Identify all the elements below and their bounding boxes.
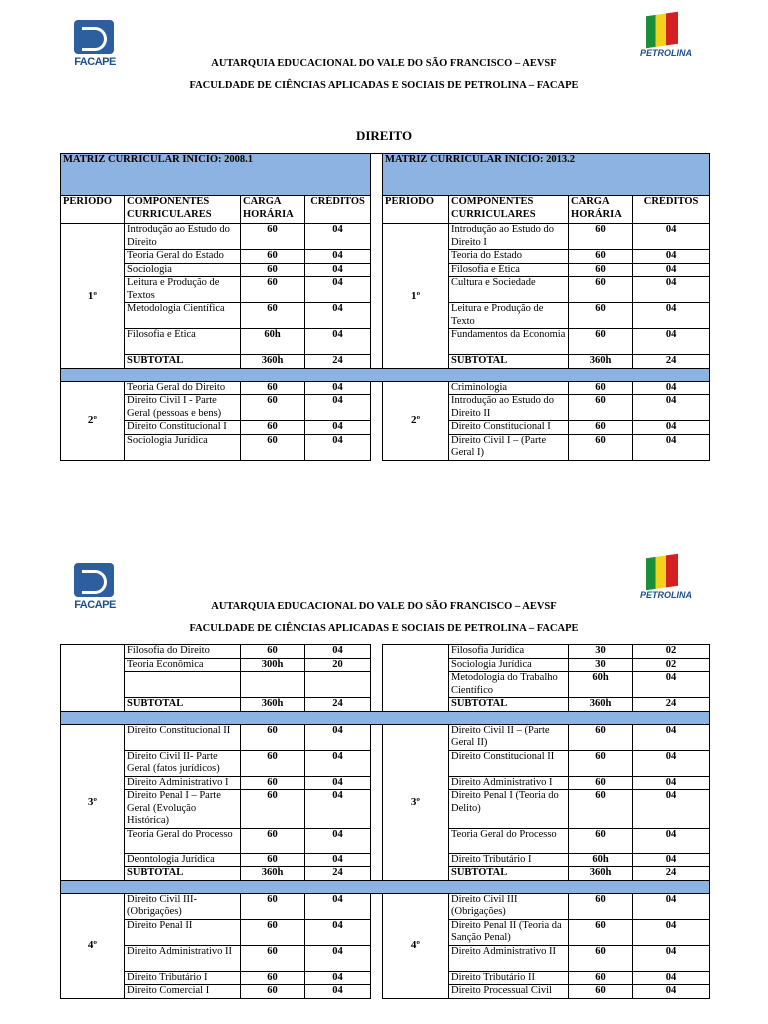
credits-value-right: 04 (633, 434, 710, 460)
credits-value: 04 (305, 224, 371, 250)
component-name (125, 672, 241, 698)
subtotal-credits-right: 24 (633, 355, 710, 369)
component-name: Direito Comercial I (125, 985, 241, 999)
subtotal-workload-right: 360h (569, 355, 633, 369)
period-label-right (383, 645, 449, 712)
workload-value: 60 (241, 303, 305, 329)
workload-value: 60 (241, 945, 305, 971)
credits-value-right: 02 (633, 645, 710, 659)
component-name-right: Filosofia Jurídica (449, 645, 569, 659)
workload-value: 60 (241, 277, 305, 303)
credits-value-right: 04 (633, 776, 710, 790)
period-separator (61, 368, 710, 381)
component-name: Direito Tributário I (125, 971, 241, 985)
credits-value (305, 672, 371, 698)
table-row (61, 381, 710, 395)
credits-value-right: 04 (633, 381, 710, 395)
facape-logo-text: FACAPE (74, 56, 116, 68)
facape-logo-text: FACAPE (74, 599, 116, 611)
component-name: Sociologia (125, 263, 241, 277)
component-name-right: Introdução ao Estudo do Direito II (449, 395, 569, 421)
component-name: Direito Civil I - Parte Geral (pessoas e bens) (125, 395, 241, 421)
component-name-right: Direito Penal I (Teoria do Delito) (449, 790, 569, 829)
component-name: Teoria Geral do Estado (125, 250, 241, 264)
credits-value-right: 04 (633, 790, 710, 829)
workload-value: 60 (241, 250, 305, 264)
credits-value-right: 02 (633, 658, 710, 672)
workload-value: 60 (241, 971, 305, 985)
left-matrix-title: MATRIZ CURRICULAR INICIO: 2008.1 (61, 154, 371, 196)
credits-value: 04 (305, 329, 371, 355)
table-row (61, 724, 710, 750)
component-name-right: Direito Tributário I (449, 853, 569, 867)
workload-value-right: 60 (569, 250, 633, 264)
credits-value-right: 04 (633, 853, 710, 867)
credits-value: 04 (305, 434, 371, 460)
page-title: DIREITO (355, 128, 413, 143)
component-name-right: Direito Constitucional I (449, 421, 569, 435)
col-cred-r: CRÉDITOS (633, 196, 710, 224)
credits-value: 04 (305, 250, 371, 264)
period-label-right: 3º (383, 724, 449, 880)
subtotal-label: SUBTOTAL (125, 867, 241, 881)
subtotal-label-right: SUBTOTAL (449, 355, 569, 369)
workload-value-right: 60 (569, 776, 633, 790)
credits-value-right: 04 (633, 277, 710, 303)
component-name-right: Direito Processual Civil (449, 985, 569, 999)
credits-value: 04 (305, 421, 371, 435)
workload-value-right: 60 (569, 919, 633, 945)
credits-value: 04 (305, 790, 371, 829)
component-name: Direito Civil III- (Obrigações) (125, 893, 241, 919)
workload-value: 60 (241, 724, 305, 750)
workload-value: 60 (241, 776, 305, 790)
component-name-right: Criminologia (449, 381, 569, 395)
credits-value-right: 04 (633, 250, 710, 264)
component-name: Metodologia Científica (125, 303, 241, 329)
subtotal-credits: 24 (305, 355, 371, 369)
workload-value-right: 60 (569, 303, 633, 329)
subtotal-workload: 360h (241, 355, 305, 369)
component-name-right: Direito Penal II (Teoria da Sanção Penal) (449, 919, 569, 945)
workload-value-right: 60 (569, 277, 633, 303)
subtotal-credits-right: 24 (633, 698, 710, 712)
workload-value: 60 (241, 750, 305, 776)
period-label: 2º (61, 381, 125, 460)
workload-value: 60 (241, 263, 305, 277)
workload-value-right: 60h (569, 672, 633, 698)
component-name-right: Direito Civil I – (Parte Geral I) (449, 434, 569, 460)
credits-value-right: 04 (633, 421, 710, 435)
component-name: Teoria Geral do Processo (125, 828, 241, 853)
subtotal-workload: 360h (241, 698, 305, 712)
column-gap (371, 645, 383, 712)
column-gap (371, 724, 383, 880)
component-name: Direito Penal II (125, 919, 241, 945)
credits-value: 04 (305, 750, 371, 776)
period-2-rows (61, 381, 710, 460)
col-comp-r: COMPONENTES CURRICULARES (449, 196, 569, 224)
component-name: Leitura e Produção de Textos (125, 277, 241, 303)
right-matrix-title: MATRIZ CURRICULAR INICIO: 2013.2 (383, 154, 710, 196)
component-name-right: Direito Civil III (Obrigações) (449, 893, 569, 919)
component-name-right: Fundamentos da Economia (449, 329, 569, 355)
credits-value-right: 04 (633, 945, 710, 971)
component-name-right: Direito Administrativo I (449, 776, 569, 790)
credits-value-right: 04 (633, 303, 710, 329)
curriculum-table-page1 (60, 153, 710, 461)
credits-value: 04 (305, 776, 371, 790)
credits-value: 04 (305, 828, 371, 853)
component-name: Direito Constitucional I (125, 421, 241, 435)
workload-value-right: 60 (569, 263, 633, 277)
period-1-rows (61, 224, 710, 369)
credits-value-right: 04 (633, 672, 710, 698)
credits-value-right: 04 (633, 724, 710, 750)
workload-value: 60 (241, 893, 305, 919)
subtotal-label: SUBTOTAL (125, 698, 241, 712)
petrolina-flag-icon (646, 12, 678, 48)
credits-value-right: 04 (633, 985, 710, 999)
period-label-right: 4º (383, 893, 449, 998)
period-label (61, 645, 125, 712)
petrolina-flag-icon (646, 554, 678, 590)
credits-value: 04 (305, 277, 371, 303)
component-name: Teoria Econômica (125, 658, 241, 672)
petrolina-logo (640, 14, 693, 64)
workload-value-right: 60h (569, 853, 633, 867)
component-name-right: Direito Civil II – (Parte Geral II) (449, 724, 569, 750)
component-name-right: Direito Constitucional II (449, 750, 569, 776)
component-name-right: Filosofia e Ética (449, 263, 569, 277)
component-name-right: Direito Administrativo II (449, 945, 569, 971)
subtotal-label-right: SUBTOTAL (449, 698, 569, 712)
subtotal-workload-right: 360h (569, 867, 633, 881)
workload-value: 60h (241, 329, 305, 355)
col-comp: COMPONENTES CURRICULARES (125, 196, 241, 224)
workload-value: 60 (241, 395, 305, 421)
col-carga: CARGA HORÁRIA (241, 196, 305, 224)
period-label: 3º (61, 724, 125, 880)
component-name: Direito Constitucional II (125, 724, 241, 750)
subtotal-workload-right: 360h (569, 698, 633, 712)
workload-value-right: 60 (569, 224, 633, 250)
workload-value: 60 (241, 919, 305, 945)
period-4-rows (61, 893, 710, 998)
workload-value: 300h (241, 658, 305, 672)
credits-value: 20 (305, 658, 371, 672)
period-label: 1º (61, 224, 125, 369)
col-cred: CRÉDITOS (305, 196, 371, 224)
credits-value: 04 (305, 853, 371, 867)
period-3-rows (61, 724, 710, 880)
credits-value: 04 (305, 263, 371, 277)
table-row (61, 224, 710, 250)
workload-value-right: 60 (569, 381, 633, 395)
component-name-right: Sociologia Jurídica (449, 658, 569, 672)
header-line1: AUTARQUIA EDUCACIONAL DO VALE DO SÃO FRANCISCO – AEVSF (211, 58, 557, 69)
workload-value-right: 60 (569, 971, 633, 985)
continued-rows (61, 645, 710, 712)
component-name-right: Teoria do Estado (449, 250, 569, 264)
credits-value-right: 04 (633, 971, 710, 985)
component-name-right: Cultura e Sociedade (449, 277, 569, 303)
header-line2-p2: FACULDADE DE CIÊNCIAS APLICADAS E SOCIAIS DE PETROLINA – FACAPE (189, 623, 579, 634)
credits-value: 04 (305, 724, 371, 750)
table-row (61, 645, 710, 659)
component-name: Direito Penal I – Parte Geral (Evolução Histórica) (125, 790, 241, 829)
component-name: Filosofia do Direito (125, 645, 241, 659)
workload-value-right: 60 (569, 790, 633, 829)
credits-value-right: 04 (633, 263, 710, 277)
table-row (61, 893, 710, 919)
facape-mark-icon (74, 20, 114, 54)
subtotal-label: SUBTOTAL (125, 355, 241, 369)
workload-value: 60 (241, 224, 305, 250)
col-periodo: PERÍODO (61, 196, 125, 224)
component-name: Sociologia Jurídica (125, 434, 241, 460)
period-label-right: 1º (383, 224, 449, 369)
workload-value: 60 (241, 645, 305, 659)
subtotal-workload: 360h (241, 867, 305, 881)
period-separator (61, 711, 710, 724)
workload-value-right: 60 (569, 329, 633, 355)
credits-value: 04 (305, 919, 371, 945)
curriculum-table-page2 (60, 644, 710, 999)
component-name: Direito Civil II- Parte Geral (fatos jurídicos) (125, 750, 241, 776)
header-line2: FACULDADE DE CIÊNCIAS APLICADAS E SOCIAIS DE PETROLINA – FACAPE (189, 80, 579, 91)
workload-value: 60 (241, 790, 305, 829)
credits-value-right: 04 (633, 893, 710, 919)
workload-value: 60 (241, 828, 305, 853)
col-periodo-r: PERÍODO (383, 196, 449, 224)
credits-value-right: 04 (633, 224, 710, 250)
workload-value: 60 (241, 985, 305, 999)
workload-value-right: 60 (569, 724, 633, 750)
workload-value-right: 60 (569, 434, 633, 460)
workload-value-right: 60 (569, 985, 633, 999)
credits-value: 04 (305, 645, 371, 659)
credits-value: 04 (305, 971, 371, 985)
workload-value-right: 60 (569, 893, 633, 919)
workload-value: 60 (241, 421, 305, 435)
column-gap (371, 381, 383, 460)
credits-value: 04 (305, 395, 371, 421)
subtotal-label-right: SUBTOTAL (449, 867, 569, 881)
credits-value: 04 (305, 945, 371, 971)
component-name-right: Direito Tributário II (449, 971, 569, 985)
facape-mark-icon (74, 563, 114, 597)
component-name: Direito Administrativo I (125, 776, 241, 790)
workload-value-right: 60 (569, 395, 633, 421)
credits-value-right: 04 (633, 828, 710, 853)
column-gap (371, 224, 383, 369)
subtotal-credits: 24 (305, 867, 371, 881)
component-name: Direito Administrativo II (125, 945, 241, 971)
credits-value-right: 04 (633, 919, 710, 945)
column-gap (371, 893, 383, 998)
credits-value-right: 04 (633, 329, 710, 355)
col-carga-r: CARGA HORÁRIA (569, 196, 633, 224)
period-label: 4º (61, 893, 125, 998)
workload-value: 60 (241, 853, 305, 867)
component-name-right: Teoria Geral do Processo (449, 828, 569, 853)
petrolina-logo-2 (640, 556, 693, 606)
period-label-right: 2º (383, 381, 449, 460)
workload-value-right: 30 (569, 645, 633, 659)
component-name: Teoria Geral do Direito (125, 381, 241, 395)
credits-value: 04 (305, 893, 371, 919)
petrolina-logo-text: PETROLINA (640, 48, 693, 58)
component-name-right: Introdução ao Estudo do Direito I (449, 224, 569, 250)
credits-value: 04 (305, 985, 371, 999)
component-name: Deontologia Jurídica (125, 853, 241, 867)
workload-value: 60 (241, 381, 305, 395)
subtotal-credits-right: 24 (633, 867, 710, 881)
workload-value-right: 60 (569, 750, 633, 776)
credits-value-right: 04 (633, 750, 710, 776)
petrolina-logo-text: PETROLINA (640, 590, 693, 600)
workload-value: 60 (241, 434, 305, 460)
credits-value: 04 (305, 381, 371, 395)
component-name: Introdução ao Estudo do Direito (125, 224, 241, 250)
component-name: Filosofia e Ética (125, 329, 241, 355)
component-name-right: Metodologia do Trabalho Científico (449, 672, 569, 698)
workload-value-right: 60 (569, 421, 633, 435)
credits-value: 04 (305, 303, 371, 329)
workload-value-right: 60 (569, 945, 633, 971)
credits-value-right: 04 (633, 395, 710, 421)
workload-value-right: 30 (569, 658, 633, 672)
workload-value (241, 672, 305, 698)
subtotal-credits: 24 (305, 698, 371, 712)
header-line1-p2: AUTARQUIA EDUCACIONAL DO VALE DO SÃO FRANCISCO – AEVSF (211, 601, 557, 612)
period-separator (61, 880, 710, 893)
component-name-right: Leitura e Produção de Texto (449, 303, 569, 329)
workload-value-right: 60 (569, 828, 633, 853)
